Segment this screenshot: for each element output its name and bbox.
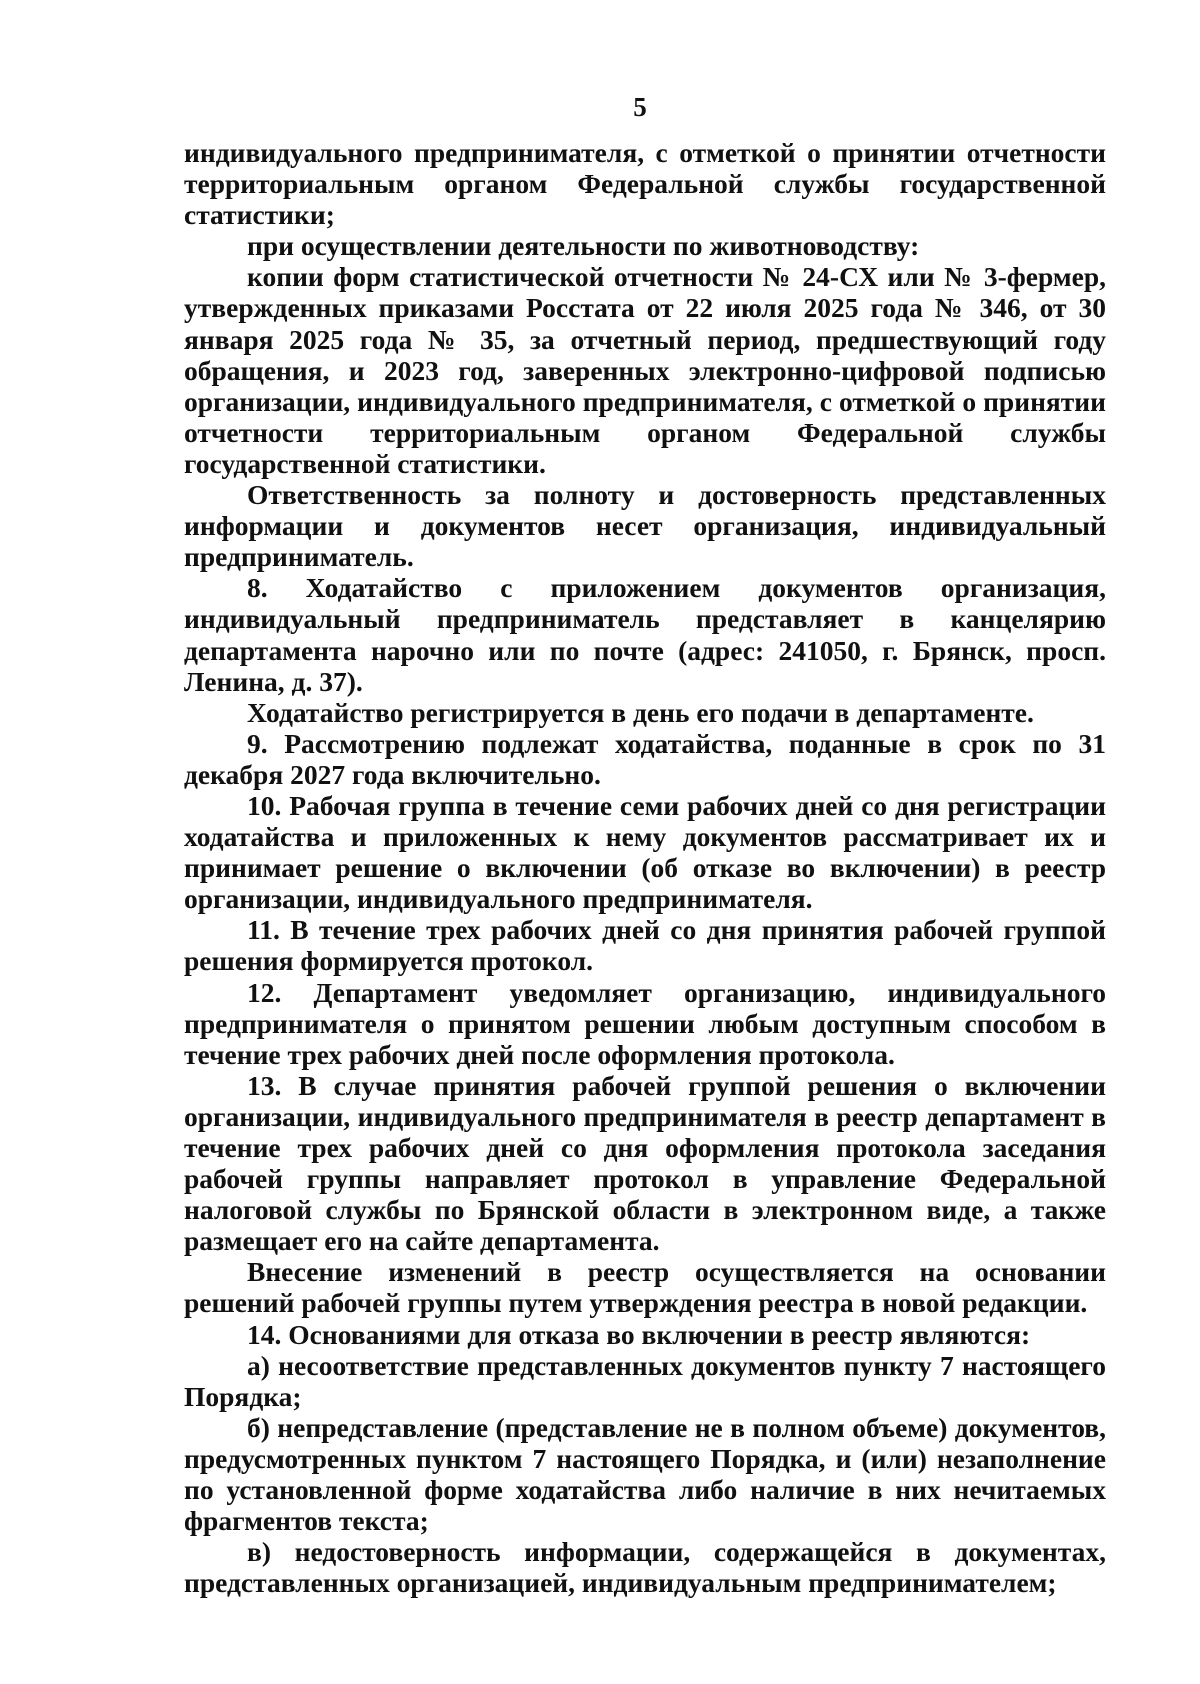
- paragraph: Ходатайство регистрируется в день его подачи в департаменте.: [247, 696, 1034, 728]
- paragraph: 14. Основаниями для отказа во включении в реестр являются:: [247, 1318, 1031, 1350]
- paragraph: 12. Департамент уведомляет организацию, индивидуального предпринимателя о принятом решении любым доступным способом в течение трех рабочих дней после оформления протокола.: [184, 976, 1106, 1070]
- paragraph: в) недостоверность информации, содержащейся в документах, представленных организацией, индивидуальным предпринимателем;: [184, 1536, 1106, 1599]
- paragraph: при осуществлении деятельности по животноводству:: [247, 230, 920, 262]
- paragraph: б) непредставление (представление не в полном объеме) документов, предусмотренных пунктом 7 настоящего Порядка, и (или) незаполнение по установленной форме ходатайства либо наличие в них нечитаемых фрагментов текста;: [184, 1411, 1106, 1537]
- paragraph: 10. Рабочая группа в течение семи рабочих дней со дня регистрации ходатайства и приложенных к нему документов рассматривает их и принимает решение о включении (об отказе во включении) в реестр организации, индивидуального предпринимателя.: [184, 789, 1106, 915]
- paragraph: 13. В случае принятия рабочей группой решения о включении организации, индивидуального предпринимателя в реестр департамент в течение трех рабочих дней со дня оформления протокола заседания рабочей группы направляет протокол в управление Федеральной налоговой службы по Брянской области в электронном виде, а также размещает его на сайте департамента.: [184, 1069, 1106, 1257]
- paragraph: 11. В течение трех рабочих дней со дня принятия рабочей группой решения формируется протокол.: [184, 914, 1106, 977]
- paragraph: 8. Ходатайство с приложением документов организация, индивидуальный предприниматель представляет в канцелярию департамента нарочно или по почте (адрес: 241050, г. Брянск, просп. Ленина, д. 37).: [184, 572, 1106, 697]
- paragraph: а) несоответствие представленных документов пункту 7 настоящего Порядка;: [184, 1349, 1106, 1412]
- paragraph: Внесение изменений в реестр осуществляется на основании решений рабочей группы путем утверждения реестра в новой редакции.: [184, 1256, 1106, 1319]
- paragraph: копии форм статистической отчетности № 24-СХ или № 3-фермер, утвержденных приказами Росстата от 22 июля 2025 года № 346, от 30 января 2025 года № 35, за отчетный период, предшествующий году обращения, и 2023 год, заверенных электронно-цифровой подписью организации, индивидуального предпринимателя, с отметкой о принятии отчетности территориальным органом Федеральной службы государственной статистики.: [184, 261, 1106, 479]
- document-body: [184, 137, 1106, 1598]
- page-number: 5: [633, 92, 647, 122]
- paragraph: индивидуального предпринимателя, с отметкой о принятии отчетности территориальным органом Федеральной службы государственной статистики;: [184, 137, 1106, 231]
- paragraph: Ответственность за полноту и достоверность представленных информации и документов несет организация, индивидуальный предприниматель.: [184, 479, 1106, 573]
- paragraph: 9. Рассмотрению подлежат ходатайства, поданные в срок по 31 декабря 2027 года включительно.: [184, 727, 1106, 790]
